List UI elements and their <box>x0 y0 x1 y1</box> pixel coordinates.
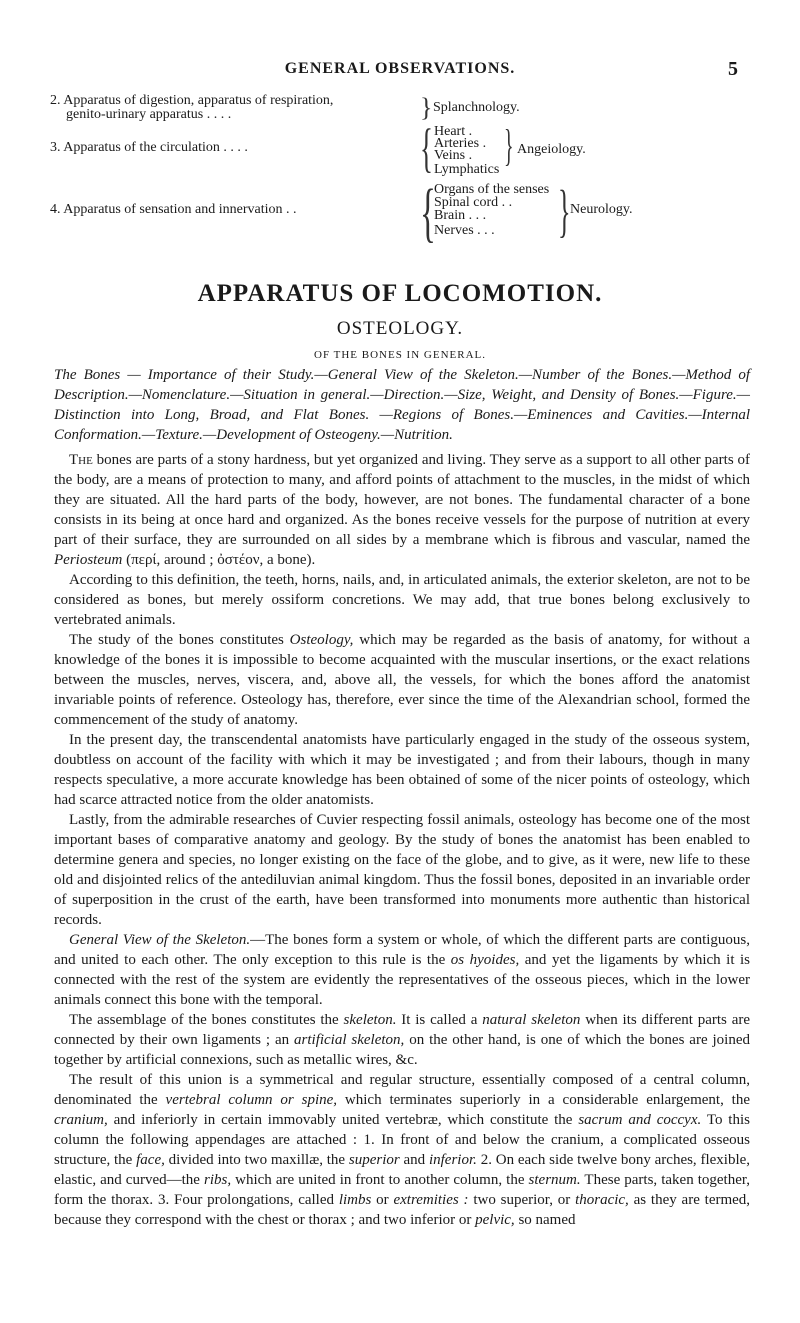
item4-part-nerves: Nerves . . . <box>434 223 495 238</box>
item2-science: Splanchnology. <box>433 100 520 115</box>
item4-science: Neurology. <box>570 202 633 217</box>
paragraph: According to this definition, the teeth, horns, nails, and, in articulated animals, the exterior skeleton, are not to be considered as bones, but merely ossiform concretions. We may add, that true bones belong exclusively to vertebrated animals. <box>54 572 750 628</box>
item3-science: Angeiology. <box>517 142 586 157</box>
bones-in-general-title: OF THE BONES IN GENERAL. <box>314 349 486 361</box>
item3-part-arteries: Arteries . <box>434 136 487 151</box>
brace-item4-open: { <box>420 176 436 249</box>
brace-item3-close: } <box>504 121 514 170</box>
item3-part-veins: Veins . <box>434 148 473 163</box>
osteology-title: OSTEOLOGY. <box>336 318 464 339</box>
item3-part-lymphatics: Lymphatics <box>434 162 500 177</box>
paragraph: General View of the Skeleton.—The bones form a system or whole, of which the different parts are contiguous, and united to each other. The only exception to this rule is the os hyoides, and yet the ligaments by which it is connected with the rest of the system are evidently the representatives of the osseous pieces, which in the lower animals connect this bone with the temporal. <box>54 932 751 1008</box>
item4-label: 4. Apparatus of sensation and innervation . . <box>50 202 297 217</box>
brace-item4-close: } <box>558 178 571 243</box>
item3-part-heart: Heart . <box>434 124 473 139</box>
paragraph: The result of this union is a symmetrical and regular structure, essentially composed of a central column, denominated the vertebral column or spine, which terminates superiorly in a considerable enlargement, the cranium, and inferiorly in certain immovably united vertebræ, which constitute the sacrum and coccyx. To this column the following appendages are attached : 1. In front of and below the cranium, a complicated osseous structure, the face, divided into two maxillæ, the superior and inferior. 2. On each side twelve bony arches, flexible, elastic, and curved—the ribs, which are united in front to another column, the sternum. These parts, taken together, form the thorax. 3. Four prolongations, called limbs or extremities : two superior, or thoracic, as they are termed, because they correspond with the chest or thorax ; and two inferior or pelvic, so named <box>54 1072 751 1228</box>
brace-item3-open: { <box>420 118 433 178</box>
running-head <box>0 60 800 84</box>
paragraph: The bones are parts of a stony hardness, but yet organized and living. They serve as a support to all other parts of the body, are a means of protection to many, and afford points of attachment to the muscles, in the midst of which they are situated. All the hard parts of the body, however, are not bones. The fundamental character of a bone consists in its being at once hard and organized. As the bones receive vessels for the purpose of nutrition at every part of their surface, they are surrounded on all sides by a membrane which is fibrous and vascular, named the Periosteum (περί, around ; ὀστέον, a bone). <box>54 452 750 568</box>
paragraph: Lastly, from the admirable researches of Cuvier respecting fossil animals, osteology has become one of the most important bases of comparative anatomy and geology. By the study of bones the anatomist has been enabled to determine genera and species, no longer existing on the face of the globe, and to give, as it were, new life to these old and disjointed relics of the antediluvian animal kingdom. Thus the fossil bones, deposited in an invariable order of superposition in the crust of the earth, have been transformed into monuments more authentic than historical records. <box>54 812 750 928</box>
page-number: 5 <box>728 58 738 80</box>
paragraph: In the present day, the transcendental anatomists have particularly engaged in the study of the osseous system, doubtless on account of the facility with which it may be investigated ; and from their labours, though in many respects speculative, a more accurate knowledge has been obtained of some of the nicer points of osteology, which had scarce attracted notice from the older anatomists. <box>54 732 750 808</box>
item2-line1: 2. Apparatus of digestion, apparatus of respiration, <box>50 93 334 108</box>
item4-part-spinal-cord: Spinal cord . . <box>434 195 513 210</box>
brace-item2: } <box>420 93 433 122</box>
section-title: APPARATUS OF LOCOMOTION. <box>197 280 603 307</box>
item3-label: 3. Apparatus of the circulation . . . . <box>50 140 248 155</box>
body-text <box>54 450 750 1230</box>
item2-line2: genito-urinary apparatus . . . . <box>66 107 232 122</box>
item4-part-organs: Organs of the senses <box>434 182 550 197</box>
chapter-synopsis: The Bones — Importance of their Study.—General View of the Skeleton.—Number of the Bones.—Method of Description.—Nomenclature.—Situation in general.—Direction.—Size, Weight, and Density of Bones.—Figure.—Distinction into Long, Broad, and Flat Bones. —Regions of Bones.—Eminences and Cavities.—Internal Conformation.—Texture.—Development of Osteogeny.—Nutrition. <box>54 367 750 443</box>
paragraph: The assemblage of the bones constitutes the skeleton. It is called a natural skeleton when its different parts are connected by their own ligaments ; an artificial skeleton, on the other hand, is one of which the bones are joined together by artificial connexions, such as metallic wires, &c. <box>54 1012 751 1068</box>
item4-part-brain: Brain . . . <box>434 208 487 223</box>
classification-table <box>50 93 750 265</box>
paragraph: The study of the bones constitutes Osteology, which may be regarded as the basis of anatomy, for without a knowledge of the bones it is impossible to become acquainted with the muscular insertions, or the exact relations between the muscles, nerves, viscera, and, above all, the vessels, for which the bones afford the anatomist invariable points of reference. Osteology has, therefore, ever since the time of the Alexandrian school, formed the commencement of the study of anatomy. <box>54 632 750 728</box>
running-title: GENERAL OBSERVATIONS. <box>284 60 516 77</box>
